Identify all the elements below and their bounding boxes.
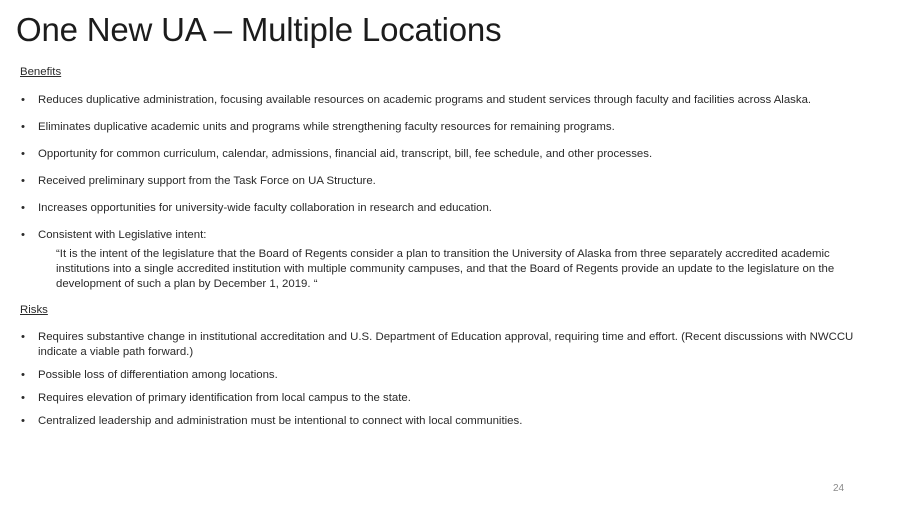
benefit-item-text: Received preliminary support from the Task Force on UA Structure. [38, 175, 376, 187]
bullet-icon: • [21, 229, 25, 241]
benefit-item-text: Eliminates duplicative academic units and programs while strengthening faculty resources for remaining programs. [38, 121, 615, 133]
risk-item-text: Requires substantive change in institutional accreditation and U.S. Department of Education approval, requiring time and effort. (Recent discussions with NWCCU indicate a viable path forward.) [38, 331, 854, 359]
benefits-heading: Benefits [20, 66, 62, 78]
risks-list [20, 330, 880, 429]
bullet-icon: • [21, 392, 25, 405]
benefit-item-text: Consistent with Legislative intent: [38, 229, 207, 241]
risk-item [20, 330, 880, 360]
slide-title: One New UA – Multiple Locations [16, 11, 502, 48]
bullet-icon: • [21, 202, 25, 214]
risk-item-text: Requires elevation of primary identification from local campus to the state. [38, 392, 411, 405]
risks-heading: Risks [20, 304, 48, 317]
benefit-item [20, 93, 880, 108]
legislative-quote: “It is the intent of the legislature that the Board of Regents consider a plan to transition the University of Alaska from three separately accredited academic institutions into a single accredited institution with multiple community campuses, and that the Board of Regents provide an update to the legislature on the development of such a plan by December 1, 2019. “ [56, 248, 835, 290]
benefit-item-text: Increases opportunities for university-wide faculty collaboration in research and education. [38, 202, 492, 214]
bullet-icon: • [21, 148, 25, 160]
risk-item-text: Centralized leadership and administration must be intentional to connect with local communities. [38, 415, 523, 428]
benefits-list [20, 93, 880, 243]
benefit-item-text: Opportunity for common curriculum, calendar, admissions, financial aid, transcript, bill, fee schedule, and other processes. [38, 148, 653, 160]
bullet-icon: • [21, 369, 25, 382]
benefit-item-text: Reduces duplicative administration, focusing available resources on academic programs and student services through faculty and facilities across Alaska. [38, 94, 812, 106]
risk-item-text: Possible loss of differentiation among locations. [38, 369, 278, 382]
bullet-icon: • [21, 121, 25, 133]
benefit-item [20, 201, 880, 216]
bullet-icon: • [21, 94, 25, 106]
benefit-item [20, 147, 880, 162]
benefit-item [20, 120, 880, 135]
risk-item [20, 414, 880, 429]
page-number: 24 [833, 483, 845, 494]
risk-item [20, 368, 880, 383]
benefit-item [20, 228, 880, 243]
slide-content [20, 65, 880, 429]
risk-item [20, 391, 880, 406]
bullet-icon: • [21, 175, 25, 187]
benefit-item [20, 174, 880, 189]
bullet-icon: • [21, 415, 25, 428]
bullet-icon: • [21, 331, 25, 344]
